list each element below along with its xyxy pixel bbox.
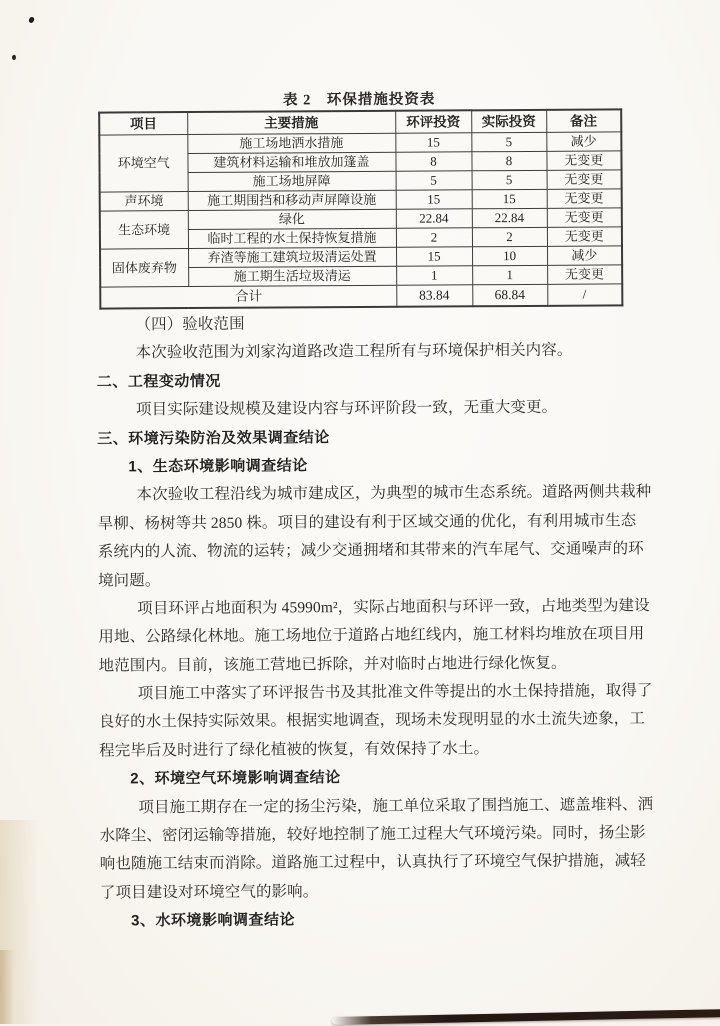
- investment-table-body: [99, 109, 622, 308]
- eia-investment-cell: 8: [395, 151, 471, 170]
- note-cell: 减少: [547, 245, 622, 264]
- paragraph-line: 水降尘、密闭运输等措施，较好地控制了施工过程大气环境污染。同时，扬尘影: [99, 824, 646, 845]
- measure-cell: 施工期围挡和移动声屏障设施: [188, 190, 396, 210]
- paragraph-line: 用地、公路绿化林地。施工场地位于道路占地红线内，施工材料均堆放在项目用: [98, 625, 645, 646]
- investment-table: [98, 108, 623, 309]
- table-header-cell: 备注: [546, 109, 621, 131]
- section-subheading: （四）验收范围: [135, 315, 245, 334]
- paragraph-line: 程完毕后及时进行了绿化植被的恢复，有效保持了水土。: [99, 740, 490, 760]
- table-total-row: [100, 283, 622, 308]
- section-heading: 三、环境污染防治及效果调查结论: [97, 428, 330, 448]
- table-header-row: [99, 109, 621, 134]
- item-cell: 固体废弃物: [100, 248, 188, 287]
- total-actual-cell: 68.84: [472, 284, 547, 306]
- section-heading: 二、工程变动情况: [96, 372, 221, 391]
- note-cell: 无变更: [546, 150, 621, 169]
- actual-investment-cell: 15: [472, 189, 547, 208]
- note-cell: 无变更: [547, 226, 622, 245]
- eia-investment-cell: 15: [396, 246, 472, 265]
- item-cell: 生态环境: [100, 210, 188, 249]
- measure-cell: 施工场地洒水措施: [187, 133, 395, 153]
- eia-investment-cell: 5: [396, 170, 472, 189]
- actual-investment-cell: 8: [471, 151, 546, 170]
- numbered-heading: 2、环境空气环境影响调查结论: [130, 769, 341, 788]
- paragraph-line: 项目施工期存在一定的扬尘污染，施工单位采取了围挡施工、遮盖堆料、洒: [138, 795, 654, 817]
- eia-investment-cell: 15: [395, 132, 471, 151]
- item-cell: 声环境: [100, 191, 188, 211]
- total-note-cell: /: [547, 283, 622, 305]
- eia-investment-cell: 2: [396, 227, 472, 246]
- paragraph-line: 项目环评占地面积为 45990m²，实际占地面积与环评一致，占地类型为建设: [137, 597, 650, 618]
- numbered-heading: 3、水环境影响调查结论: [131, 911, 296, 930]
- actual-investment-cell: 1: [472, 265, 547, 284]
- total-eia-cell: 83.84: [396, 284, 472, 306]
- eia-investment-cell: 1: [396, 265, 472, 284]
- actual-investment-cell: 5: [472, 170, 547, 189]
- paragraph-line: 地范围内。目前，该施工营地已拆除，并对临时占地进行绿化恢复。: [98, 654, 567, 675]
- paragraph-line: 系统内的人流、物流的运转；减少交通拥堵和其带来的汽车尾气、交通噪声的环: [97, 540, 644, 561]
- table-title: 表 2 环保措施投资表: [282, 91, 436, 109]
- actual-investment-cell: 22.84: [472, 208, 547, 227]
- measure-cell: 临时工程的水土保持恢复措施: [188, 228, 396, 248]
- measure-cell: 绿化: [188, 209, 396, 229]
- measure-cell: 施工期生活垃圾清运: [188, 266, 396, 286]
- paragraph-line: 境问题。: [97, 571, 161, 590]
- eia-investment-cell: 22.84: [396, 208, 472, 227]
- note-cell: 无变更: [547, 169, 622, 188]
- note-cell: 无变更: [547, 188, 622, 207]
- measure-cell: 建筑材料运输和堆放加篷盖: [187, 152, 395, 172]
- paragraph-line: 项目实际建设规模及建设内容与环评阶段一致，无重大变更。: [135, 398, 558, 419]
- measure-cell: 施工场地屏障: [188, 171, 396, 191]
- paragraph-line: 旱柳、杨树等共 2850 株。项目的建设有利于区域交通的优化，有利用城市生态: [97, 512, 637, 533]
- numbered-heading: 1、生态环境影响调查结论: [128, 457, 308, 476]
- paragraph-line: 本次验收范围为刘家沟道路改造工程所有与环境保护相关内容。: [135, 342, 573, 362]
- actual-investment-cell: 10: [472, 246, 547, 265]
- measure-cell: 弃渣等施工建筑垃圾清运处置: [188, 247, 396, 267]
- table-header-cell: 主要措施: [187, 111, 395, 134]
- table-header-cell: 环评投资: [395, 110, 471, 132]
- scan-edge-left-shading: [0, 950, 14, 1024]
- paragraph-line: 项目施工中落实了环评报告书及其批准文件等提出的水土保持措施，取得了: [137, 682, 653, 703]
- table-header-cell: 项目: [99, 112, 187, 135]
- table-header-cell: 实际投资: [471, 110, 546, 132]
- eia-investment-cell: 15: [396, 189, 472, 208]
- actual-investment-cell: 2: [472, 227, 547, 246]
- note-cell: 无变更: [547, 264, 622, 283]
- paragraph-line: 响也随施工结束而消除。道路施工过程中，认真执行了环境空气保护措施，减轻: [99, 852, 646, 874]
- total-label-cell: 合计: [100, 285, 396, 309]
- paragraph-line: 良好的水土保持实际效果。根据实地调查，现场未发现明显的水土流失迹象，工: [98, 710, 645, 732]
- item-cell: 环境空气: [99, 134, 187, 192]
- document-body: [96, 308, 654, 936]
- paragraph-line: 了项目建设对环境空气的影响。: [99, 883, 319, 902]
- paragraph-line: 本次验收工程沿线为城市建成区，为典型的城市生态系统。道路两侧共栽种: [136, 483, 652, 504]
- note-cell: 无变更: [547, 207, 622, 226]
- note-cell: 减少: [546, 131, 621, 150]
- actual-investment-cell: 5: [471, 132, 546, 151]
